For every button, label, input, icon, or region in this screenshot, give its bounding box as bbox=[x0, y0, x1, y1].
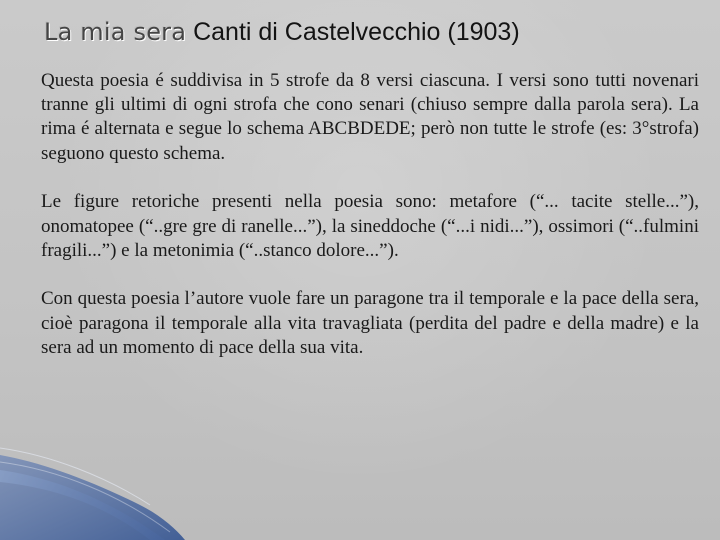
slide-body bbox=[41, 69, 699, 385]
poem-title: La mia sera bbox=[44, 18, 187, 46]
paragraph-meaning: Con questa poesia l’autore vuole fare un paragone tra il temporale e la pace della sera, cioè paragona il temporale alla vita travagliata (perdita del padre e della madre) e la sera ad un momento di pace della sua vita. bbox=[41, 288, 699, 358]
paragraph-rhetorical-figures: Le figure retoriche presenti nella poesia sono: metafore (“... tacite stelle...”), onomatopee (“..gre gre di ranelle...”), la sineddoche (“...i nidi...”), ossimori (“..fulmini fragili...”) e la metonimia (“..stanco dolore...”). bbox=[41, 191, 699, 261]
collection-title: Canti di Castelvecchio (1903) bbox=[193, 18, 520, 46]
slide-title bbox=[44, 12, 520, 52]
paragraph-structure: Questa poesia é suddivisa in 5 strofe da 8 versi ciascuna. I versi sono tutti novenari tranne gli ultimi di ogni strofa che cono senari (chiuso sempre dalla parola sera). La rima é alternata e segue lo schema ABCBDEDE; però non tutte le strofe (es: 3°strofa) seguono questo schema. bbox=[41, 70, 699, 164]
